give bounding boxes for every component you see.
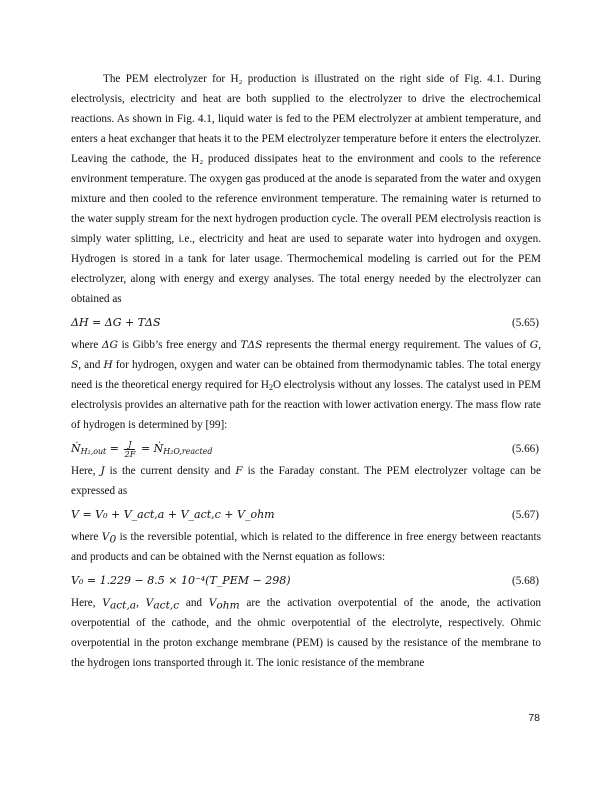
math-symbol: H [103,359,113,371]
equation-number: (5.66) [511,443,539,455]
subscript: 0 [109,533,117,546]
text-run: is the reversible potential, which is related to the difference in free energy between reactants and products and can be obtained with the Nernst equation as follows: [71,531,541,563]
math-symbol: V [208,597,217,609]
equation-number: (5.65) [511,317,539,329]
equation-number: (5.67) [511,509,539,521]
subscript: ohm [216,599,240,612]
text-run: , and [78,359,104,371]
text-run: is the Faraday constant. The PEM electrolyzer voltage can be expressed as [71,465,541,497]
equation-lhs-subscript: H₂,out [80,446,107,456]
equation-5-68 [71,571,541,591]
math-symbol: V [102,597,110,609]
equation-5-65 [71,313,541,333]
equation-number: (5.68) [511,575,539,587]
text-run: O electrolysis without any losses. The catalyst used in PEM electrolysis provides an alternative path for the reaction with lower activation energy. The mass flow rate of hydrogen is determined by [99]: [71,379,541,431]
text-run: represents the thermal energy requirement. The values of [262,339,530,351]
math-symbol: J [100,465,105,477]
text-run: is the current density and [104,465,236,477]
text-run: , [538,339,541,351]
math-symbol: S [71,359,79,371]
fraction-numerator: J [124,440,135,449]
text-run: where [71,339,102,351]
text-run: for hydrogen, oxygen and water can be obtained from thermodynamic tables. The total energy need is the theoretical energy required for H [71,359,541,391]
text-run: Here, [71,597,103,609]
fraction-denominator: 2F [124,448,136,459]
paragraph-overpotentials [71,593,541,673]
math-symbol: TΔS [240,339,263,351]
text-run: are the activation overpotential of the anode, the activation overpotential of the cathode, and the ohmic overpotential of the electrolyte, respectively. Ohmic overpotential in the proton exchange membrane (PEM) is caused by the resistance of the membrane to the hydrogen ions transported through it. The ionic resistance of the membrane [71,597,542,669]
text-run: Here, [71,465,101,477]
equation-rhs-subscript: H₂O,reacted [163,446,213,456]
text-run: is Gibb’s free energy and [118,339,241,351]
paragraph-pem-electrolyzer-intro: The PEM electrolyzer for H₂ production is illustrated on the right side of Fig. 4.1. During electrolysis, electricity and heat are both supplied to the electrolyzer to drive the electrochemical reactions. As shown in Fig. 4.1, liquid water is fed to the PEM electrolyzer at ambient temperature, and enters a heat exchanger that heats it to the PEM electrolyzer temperature before it enters the electrolyzer. Leaving the cathode, the H₂ produced dissipates heat to the environment and cools to the reference environment temperature. The oxygen gas produced at the anode is separated from the water and oxygen mixture and then cooled to the reference environment temperature. The remaining water is returned to the water supply stream for the next hydrogen production cycle. The overall PEM electrolysis reaction is simply water splitting, i.e., electricity and heat are used to separate water into hydrogen and oxygen. Hydrogen is stored in a tank for later usage. Thermochemical modeling is carried out for the PEM electrolyzer, along with energy and exergy analyses. The total energy needed by the electrolyzer can obtained as [71,73,541,305]
equation-lhs-symbol: Ṅ [71,442,81,455]
text-run: , [136,597,146,609]
math-symbol: V [101,531,110,543]
equation-expression: Ṅ$_{H_2,out}$ = $\frac{J}{2F}$ = Ṅ$_{H_2O,reacted}$ [71,439,213,459]
equation-5-66 [71,439,541,459]
equation-rhs-symbol: Ṅ [153,442,164,455]
math-symbol: F [235,465,243,477]
equation-fraction [124,440,135,458]
equation-expression: V = V₀ + V_act,a + V_act,c + V_ohm [71,508,275,521]
text-run: and [179,597,209,609]
page-number: 78 [528,712,540,724]
body-text [71,69,541,673]
subscript: act,c [153,599,180,612]
equation-expression: V₀ = 1.229 − 8.5 × 10⁻⁴(T_PEM − 298) [71,574,291,587]
math-symbol: G [529,339,539,351]
math-symbol: ΔG [101,339,119,351]
equation-5-67 [71,505,541,525]
paragraph-reversible-potential [71,527,541,567]
paragraph-faraday-constant [71,461,541,501]
paragraph-gibbs-free-energy [71,335,541,435]
math-symbol: V [145,597,154,609]
subscript: 2 [268,383,273,393]
equation-expression: ΔH = ΔG + TΔS [71,316,161,329]
text-run: where [71,531,102,543]
subscript: act,a [109,599,137,612]
